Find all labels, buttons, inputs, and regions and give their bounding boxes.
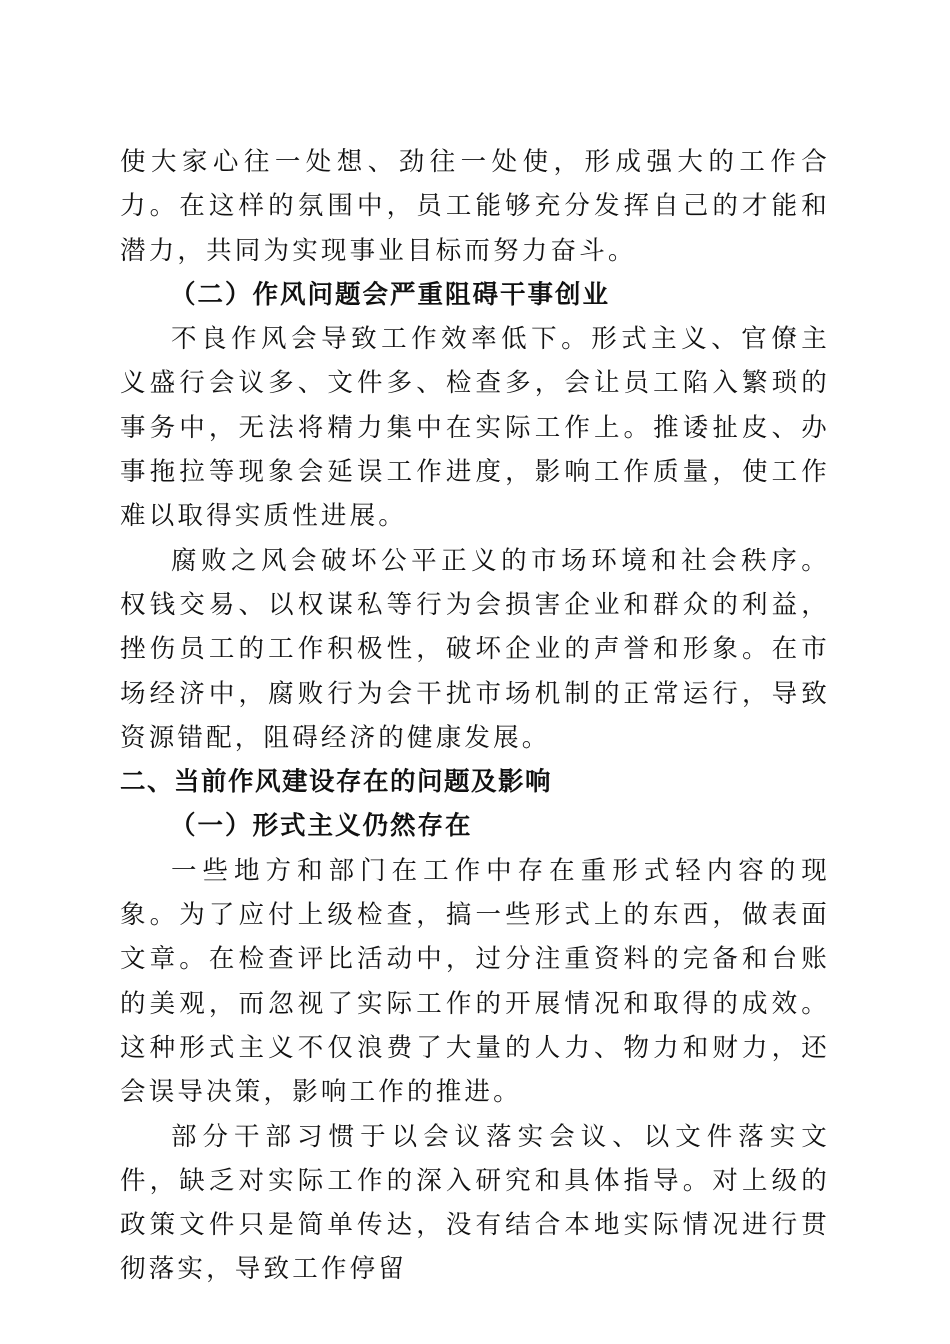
section-heading-1: 二、当前作风建设存在的问题及影响	[120, 767, 553, 798]
paragraph: 部分干部习惯于以会议落实会议、以文件落实文件，缺乏对实际工作的深入研究和具体指导。对上级的政策文件只是简单传达，没有结合本地实际情况进行贯彻落实，导致工作停留	[120, 1121, 830, 1285]
paragraph: 腐败之风会破坏公平正义的市场环境和社会秩序。权钱交易、以权谋私等行为会损害企业和群众的利益，挫伤员工的工作积极性，破坏企业的声誉和形象。在市场经济中，腐败行为会干扰市场机制的正常运行，导致资源错配，阻碍经济的健康发展。	[120, 545, 830, 753]
section-heading-2: （一）形式主义仍然存在	[170, 811, 473, 842]
paragraph: 一些地方和部门在工作中存在重形式轻内容的现象。为了应付上级检查，搞一些形式上的东西，做表面文章。在检查评比活动中，过分注重资料的完备和台账的美观，而忽视了实际工作的开展情况和取得的成效。这种形式主义不仅浪费了大量的人力、物力和财力，还会误导决策，影响工作的推进。	[120, 855, 830, 1108]
paragraph: 不良作风会导致工作效率低下。形式主义、官僚主义盛行会议多、文件多、检查多，会让员工陷入繁琐的事务中，无法将精力集中在实际工作上。推诿扯皮、办事拖拉等现象会延误工作进度，影响工作质量，使工作难以取得实质性进展。	[120, 324, 830, 532]
document-body	[120, 140, 830, 1292]
section-heading-2: （二）作风问题会严重阻碍干事创业	[170, 279, 611, 310]
paragraph-continued: 使大家心往一处想、劲往一处使，形成强大的工作合力。在这样的氛围中，员工能够充分发挥自己的才能和潜力，共同为实现事业目标而努力奋斗。	[120, 147, 830, 266]
